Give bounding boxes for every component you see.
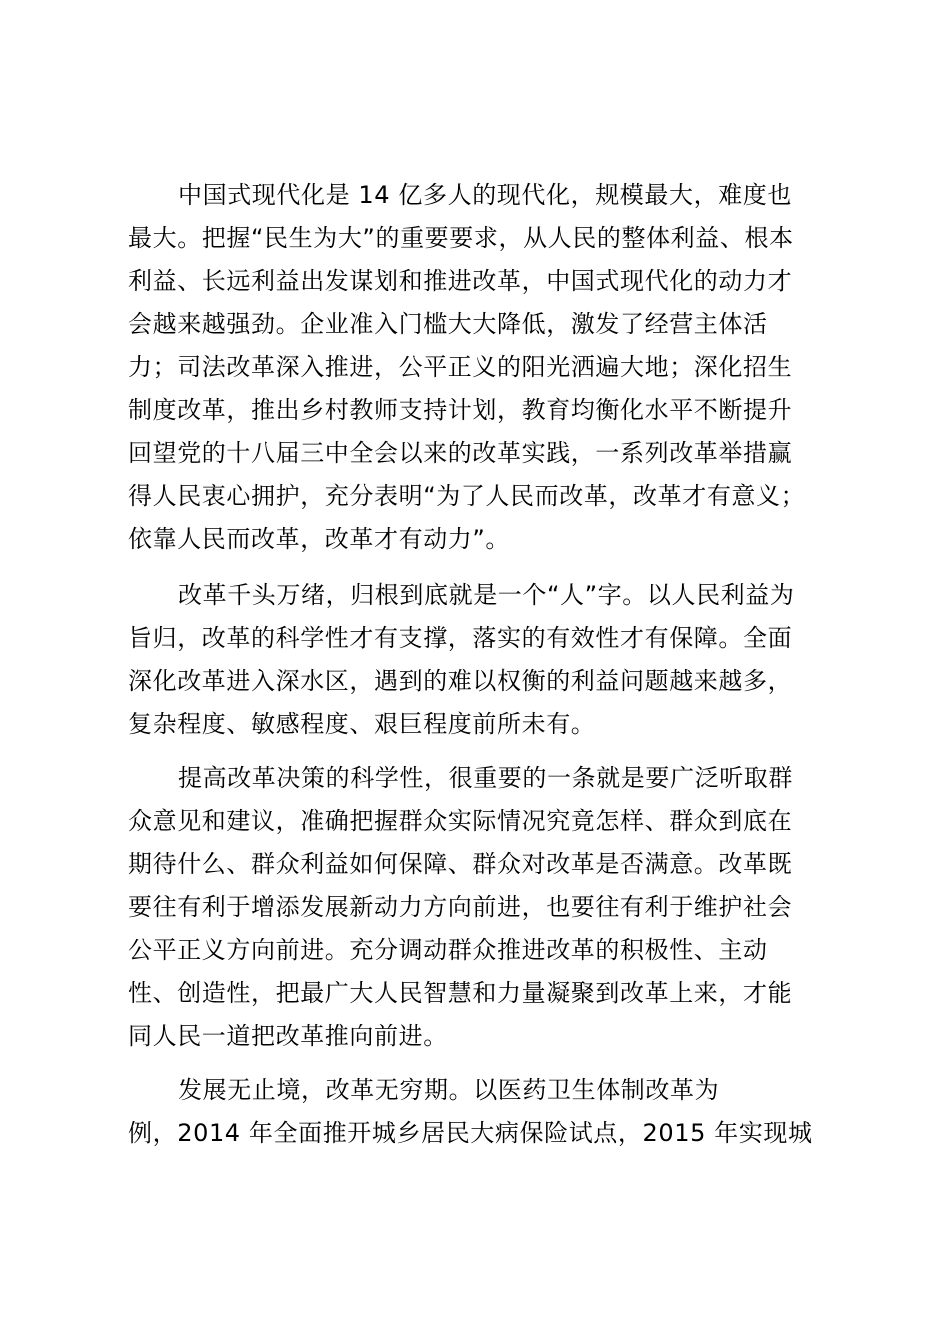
text-line: 同人民一道把改革推向前进。 (128, 1022, 448, 1050)
text-line: 性、创造性，把最广大人民智慧和力量凝聚到改革上来，才能 (128, 979, 793, 1007)
text-line: 改革千头万绪，归根到底就是一个“人”字。以人民利益为 (178, 581, 795, 609)
text-line: 发展无止境，改革无穷期。以医药卫生体制改革为 (178, 1076, 720, 1104)
text-line: 深化改革进入深水区，遇到的难以权衡的利益问题越来越多， (128, 667, 793, 695)
text-line: 要往有利于增添发展新动力方向前进，也要往有利于维护社会 (128, 893, 793, 921)
text-line: 旨归，改革的科学性才有支撑，落实的有效性才有保障。全面 (128, 624, 793, 652)
text-line: 中国式现代化是 14 亿多人的现代化，规模最大，难度也 (178, 181, 792, 209)
text-line: 复杂程度、敏感程度、艰巨程度前所未有。 (128, 710, 596, 738)
text-line: 依靠人民而改革，改革才有动力”。 (128, 525, 511, 553)
text-line: 力；司法改革深入推进，公平正义的阳光洒遍大地；深化招生 (128, 353, 793, 381)
text-line: 最大。把握“民生为大”的重要要求，从人民的整体利益、根本 (128, 224, 794, 252)
text-line: 提高改革决策的科学性，很重要的一条就是要广泛听取群 (178, 764, 793, 792)
text-line: 例，2014 年全面推开城乡居民大病保险试点，2015 年实现城 (128, 1119, 813, 1147)
text-line: 利益、长远利益出发谋划和推进改革，中国式现代化的动力才 (128, 267, 793, 295)
text-line: 期待什么、群众利益如何保障、群众对改革是否满意。改革既 (128, 850, 793, 878)
text-line: 制度改革，推出乡村教师支持计划，教育均衡化水平不断提升 (128, 396, 793, 424)
text-line: 回望党的十八届三中全会以来的改革实践，一系列改革举措赢 (128, 439, 793, 467)
text-line: 会越来越强劲。企业准入门槛大大降低，激发了经营主体活 (128, 310, 768, 338)
text-line: 得人民衷心拥护，充分表明“为了人民而改革，改革才有意义； (128, 482, 806, 510)
text-line: 众意见和建议，准确把握群众实际情况究竟怎样、群众到底在 (128, 807, 793, 835)
text-line: 公平正义方向前进。充分调动群众推进改革的积极性、主动 (128, 936, 768, 964)
